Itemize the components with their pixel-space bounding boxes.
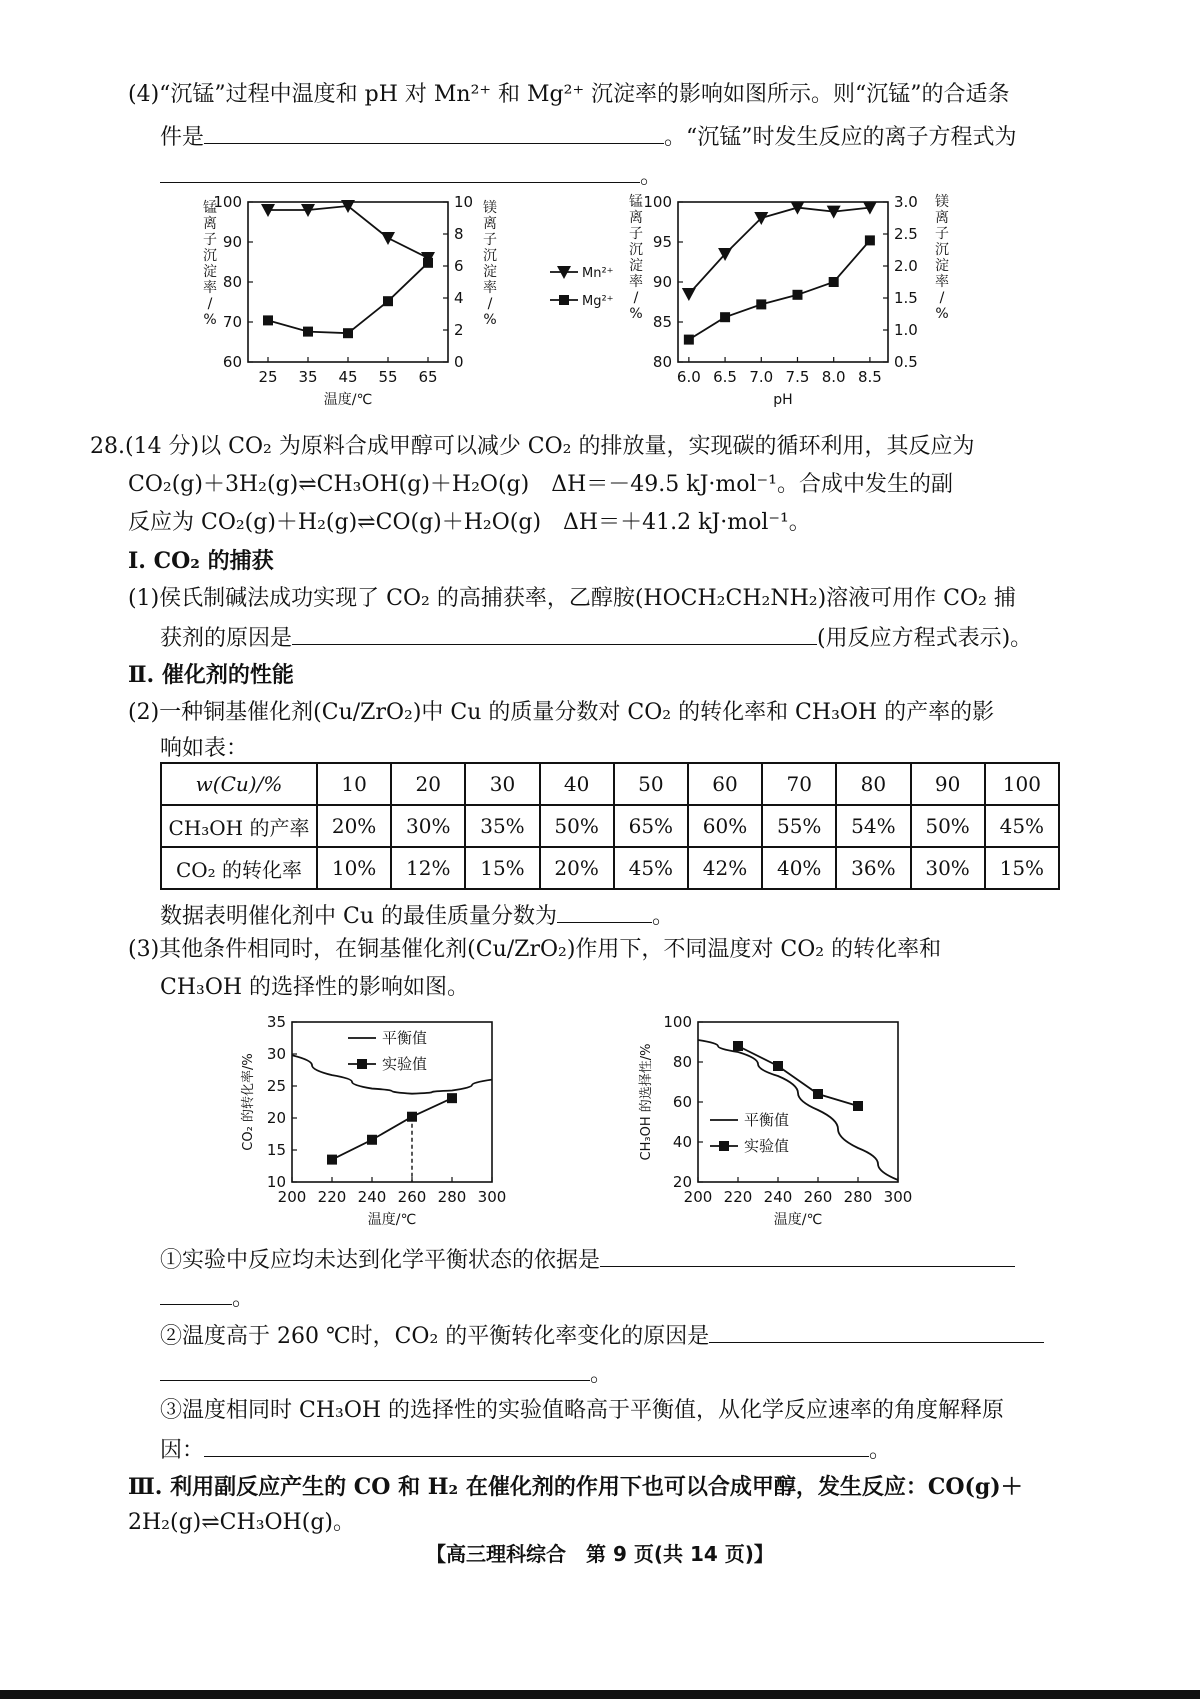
data-point-square	[423, 258, 433, 268]
legend-label: 平衡值	[382, 1029, 428, 1047]
q28-line1: 28.(14 分)以 CO₂ 为原料合成甲醇可以减少 CO₂ 的排放量，实现碳的循环利用，其反应为	[90, 434, 975, 459]
y-tick-label: 70	[222, 313, 242, 331]
x-tick-label: 300	[883, 1188, 913, 1206]
y-tick-label: 60	[672, 1093, 692, 1111]
axis-label-char: %	[935, 306, 949, 322]
y-tick-label: 20	[672, 1173, 692, 1191]
data-point-square	[367, 1135, 377, 1145]
section-3-line1: Ⅲ. 利用副反应产生的 CO 和 H₂ 在催化剂的作用下也可以合成甲醇，发生反应：CO(g)＋	[128, 1474, 1023, 1500]
y2-tick-label: 10	[454, 193, 474, 211]
plot-frame	[678, 202, 888, 362]
x-tick-label: 8.0	[821, 368, 846, 386]
answer-blank-sub2b[interactable]	[160, 1358, 590, 1381]
axis-label-char: 子	[203, 232, 217, 248]
data-point-square	[327, 1155, 337, 1165]
q2-line2: 响如表：	[160, 736, 249, 761]
x-tick-label: 25	[258, 368, 278, 386]
table-cell: 50%	[540, 805, 614, 847]
y-tick-label: 90	[222, 233, 242, 251]
axis-label-char: 离	[629, 210, 643, 226]
y-tick-label: 20	[266, 1109, 286, 1127]
table-cell: 35%	[465, 805, 539, 847]
sub3-suffix: 。	[869, 1438, 892, 1463]
sub1-line2	[160, 1282, 254, 1314]
series-line-Mg²⁺	[268, 263, 428, 333]
axis-label-char: /	[939, 290, 945, 306]
table-row	[161, 805, 1059, 847]
y-axis-label	[203, 200, 217, 328]
y2-tick-label: 2.5	[894, 225, 918, 243]
q1-line2-prefix: 获剂的原因是	[160, 626, 293, 651]
q2-conclusion-suffix: 。	[652, 904, 675, 929]
axis-label-char: 淀	[203, 264, 217, 280]
y-axis-label: CO₂ 的转化率/%	[241, 1053, 256, 1151]
x-tick-label: 300	[477, 1188, 507, 1206]
x-tick-label: 220	[723, 1188, 753, 1206]
table-cell: 15%	[465, 847, 539, 889]
q4-line3	[160, 160, 662, 192]
sub2-line1	[160, 1320, 1044, 1352]
data-point-square	[383, 296, 393, 306]
chart-legend-mn-mg	[548, 258, 623, 318]
axis-label-char: /	[487, 296, 493, 312]
y-tick-label: 100	[213, 193, 242, 211]
y-tick-label: 35	[266, 1013, 286, 1031]
q28-line3: 反应为 CO₂(g)＋H₂(g)⇌CO(g)＋H₂O(g) ΔH＝＋41.2 kJ·mol⁻¹。	[128, 510, 811, 535]
data-point-triangle	[682, 288, 696, 301]
axis-label-char: 镁	[483, 200, 497, 216]
x-tick-label: 35	[298, 368, 318, 386]
y2-tick-label: 1.0	[894, 321, 918, 339]
axis-label-char: 沉	[935, 242, 949, 258]
table-cell: 30%	[911, 847, 985, 889]
plot-frame	[698, 1022, 898, 1182]
data-point-square	[447, 1093, 457, 1103]
data-point-square	[865, 235, 875, 245]
y-tick-label: 100	[663, 1013, 692, 1031]
table-cell: 70	[762, 763, 836, 805]
q1-line2-suffix: (用反应方程式表示)。	[817, 626, 1033, 651]
table-cell: 20%	[317, 805, 391, 847]
q4-line2-suffix: 。“沉锰”时发生反应的离子方程式为	[664, 125, 1017, 150]
y2-tick-label: 6	[454, 257, 464, 275]
data-point-square	[719, 1141, 729, 1151]
x-tick-label: 45	[338, 368, 358, 386]
y-axis-label	[629, 194, 643, 322]
table-cell: 45%	[614, 847, 688, 889]
legend-label: 实验值	[382, 1055, 428, 1073]
table-cell: 100	[985, 763, 1059, 805]
table-cell: 40%	[762, 847, 836, 889]
legend-label: Mg²⁺	[582, 294, 614, 309]
y-tick-label: 40	[672, 1133, 692, 1151]
answer-blank-best-fraction[interactable]	[557, 900, 652, 923]
x-axis-label: 温度/℃	[323, 392, 373, 408]
table-cell: 54%	[836, 805, 910, 847]
x-tick-label: 220	[317, 1188, 347, 1206]
y2-tick-label: 2	[454, 321, 464, 339]
legend-label: 平衡值	[744, 1111, 790, 1129]
y2-tick-label: 0	[454, 353, 464, 371]
axis-label-char: 沉	[203, 248, 217, 264]
x-tick-label: 55	[378, 368, 398, 386]
axis-label-char: 淀	[935, 258, 949, 274]
series-line-Mn²⁺	[268, 206, 428, 258]
x-tick-label: 240	[763, 1188, 793, 1206]
x-tick-label: 65	[418, 368, 438, 386]
section-1-heading: Ⅰ. CO₂ 的捕获	[128, 548, 274, 574]
axis-label-char: 子	[629, 226, 643, 242]
y-tick-label: 100	[643, 193, 672, 211]
data-point-square	[756, 299, 766, 309]
answer-blank-sub1b[interactable]	[160, 1282, 232, 1305]
y-tick-label: 80	[652, 353, 672, 371]
y-tick-label: 90	[652, 273, 672, 291]
table-header-row	[161, 763, 1059, 805]
x-tick-label: 280	[437, 1188, 467, 1206]
table-cell: 90	[911, 763, 985, 805]
legend-label: 实验值	[744, 1137, 790, 1155]
table-cell: 30%	[391, 805, 465, 847]
q2-conclusion	[160, 900, 674, 932]
table-cell: 30	[465, 763, 539, 805]
x-tick-label: 8.5	[857, 368, 882, 386]
table-cell: 15%	[985, 847, 1059, 889]
y-tick-label: 95	[652, 233, 672, 251]
data-point-triangle	[827, 206, 841, 219]
x-tick-label: 260	[803, 1188, 833, 1206]
axis-label-char: %	[629, 306, 643, 322]
axis-label-char: 率	[203, 280, 217, 296]
x-tick-label: 6.5	[713, 368, 737, 386]
table-cell: 65%	[614, 805, 688, 847]
answer-blank-condition[interactable]	[204, 121, 664, 144]
table-cell: 10%	[317, 847, 391, 889]
y2-tick-label: 4	[454, 289, 464, 307]
table-cell: 20%	[540, 847, 614, 889]
answer-blank-equation[interactable]	[292, 622, 817, 645]
sub1-suffix: 。	[232, 1286, 255, 1311]
section-3-line2: 2H₂(g)⇌CH₃OH(g)。	[128, 1510, 355, 1535]
axis-label-char: 离	[483, 216, 497, 232]
legend-label: Mn²⁺	[582, 266, 614, 281]
q1-line1: (1)侯氏制碱法成功实现了 CO₂ 的高捕获率，乙醇胺(HOCH₂CH₂NH₂)溶液可用作 CO₂ 捕	[128, 586, 1016, 611]
sub3-prefix: 因：	[160, 1438, 205, 1463]
y2-tick-label: 0.5	[894, 353, 918, 371]
data-point-square	[720, 312, 730, 322]
y-tick-label: 25	[266, 1077, 286, 1095]
x-axis-label: pH	[773, 392, 793, 408]
sub1-prefix: ①实验中反应均未达到化学平衡状态的依据是	[160, 1248, 601, 1273]
x-tick-label: 240	[357, 1188, 387, 1206]
y2-tick-label: 3.0	[894, 193, 918, 211]
axis-label-char: 子	[483, 232, 497, 248]
answer-blank-ion-equation[interactable]	[160, 160, 640, 183]
y-tick-label: 60	[222, 353, 242, 371]
table-cell: 55%	[762, 805, 836, 847]
axis-label-char: 淀	[629, 258, 643, 274]
chart-temperature-precipitation	[200, 190, 520, 415]
data-point-square	[263, 315, 273, 325]
axis-label-char: 离	[935, 210, 949, 226]
x-tick-label: 280	[843, 1188, 873, 1206]
table-cell: 42%	[688, 847, 762, 889]
chart-ph-precipitation	[620, 190, 950, 420]
bottom-rule	[0, 1690, 1200, 1699]
table-row	[161, 847, 1059, 889]
axis-label-char: 率	[483, 280, 497, 296]
answer-blank-sub1a[interactable]	[600, 1244, 1015, 1267]
series-line-平衡值	[698, 1040, 898, 1180]
q3-line1: (3)其他条件相同时，在铜基催化剂(Cu/ZrO₂)作用下，不同温度对 CO₂ 的转化率和	[128, 937, 942, 962]
data-point-square	[853, 1101, 863, 1111]
q4-line3-suffix: 。	[640, 164, 663, 189]
y2-axis-label	[483, 200, 497, 328]
table-cell: 80	[836, 763, 910, 805]
section-2-heading: Ⅱ. 催化剂的性能	[128, 662, 294, 688]
axis-label-char: %	[203, 312, 217, 328]
x-tick-label: 200	[277, 1188, 307, 1206]
table-cell: 60	[688, 763, 762, 805]
sub1-line1	[160, 1244, 1015, 1276]
axis-label-char: 锰	[203, 200, 217, 216]
data-point-square	[792, 290, 802, 300]
table-cell: 12%	[391, 847, 465, 889]
axis-label-char: 率	[935, 274, 949, 290]
answer-blank-sub3[interactable]	[204, 1434, 869, 1457]
q3-line2: CH₃OH 的选择性的影响如图。	[160, 975, 470, 1000]
sub3-line2	[160, 1434, 891, 1466]
series-line-Mn²⁺	[689, 208, 870, 294]
y2-tick-label: 8	[454, 225, 464, 243]
table-cell: 60%	[688, 805, 762, 847]
x-axis-label: 温度/℃	[773, 1212, 823, 1228]
table-header-label: w(Cu)/%	[161, 763, 317, 805]
q1-line2	[160, 622, 1032, 654]
axis-label-char: 锰	[629, 194, 643, 210]
y-tick-label: 85	[652, 313, 672, 331]
data-point-square	[829, 277, 839, 287]
q4-line2-prefix: 件是	[160, 125, 205, 150]
table-cell: 50%	[911, 805, 985, 847]
data-point-square	[733, 1041, 743, 1051]
axis-label-char: 沉	[483, 248, 497, 264]
data-point-square	[684, 335, 694, 345]
x-axis-label: 温度/℃	[367, 1212, 417, 1228]
page-footer: 【高三理科综合 第 9 页(共 14 页)】	[426, 1542, 774, 1566]
q2-line1: (2)一种铜基催化剂(Cu/ZrO₂)中 Cu 的质量分数对 CO₂ 的转化率和 CH₃OH 的产率的影	[128, 700, 995, 725]
data-point-square	[303, 327, 313, 337]
data-point-square	[813, 1089, 823, 1099]
y2-tick-label: 2.0	[894, 257, 918, 275]
axis-label-char: /	[633, 290, 639, 306]
y-tick-label: 30	[266, 1045, 286, 1063]
sub3-line1: ③温度相同时 CH₃OH 的选择性的实验值略高于平衡值，从化学反应速率的角度解释原	[160, 1398, 1005, 1423]
sub2-prefix: ②温度高于 260 ℃时，CO₂ 的平衡转化率变化的原因是	[160, 1324, 710, 1349]
axis-label-char: %	[483, 312, 497, 328]
y2-axis-label	[935, 194, 949, 322]
data-point-square	[343, 328, 353, 338]
table-cell: 36%	[836, 847, 910, 889]
table-cell: 10	[317, 763, 391, 805]
sub2-line2	[160, 1358, 612, 1390]
series-line-Mg²⁺	[689, 240, 870, 339]
cu-fraction-table	[160, 762, 1060, 890]
y-tick-label: 15	[266, 1141, 286, 1159]
q4-line2	[160, 121, 1017, 153]
table-cell: 20	[391, 763, 465, 805]
axis-label-char: 离	[203, 216, 217, 232]
series-line-实验值	[738, 1046, 858, 1106]
x-tick-label: 7.5	[785, 368, 810, 386]
y-axis-label: CH₃OH 的选择性/%	[639, 1043, 654, 1161]
q28-line2: CO₂(g)＋3H₂(g)⇌CH₃OH(g)＋H₂O(g) ΔH＝－49.5 kJ·mol⁻¹。合成中发生的副	[128, 472, 953, 497]
x-tick-label: 6.0	[676, 368, 701, 386]
sub2-suffix: 。	[590, 1362, 613, 1387]
series-line-实验值	[332, 1098, 452, 1159]
chart-ch3oh-selectivity	[630, 1010, 920, 1240]
q4-line1: (4)“沉锰”过程中温度和 pH 对 Mn²⁺ 和 Mg²⁺ 沉淀率的影响如图所示。则“沉锰”的合适条	[128, 82, 1010, 107]
data-point-triangle	[381, 232, 395, 245]
x-tick-label: 260	[397, 1188, 427, 1206]
y-tick-label: 80	[672, 1053, 692, 1071]
axis-label-char: 率	[629, 274, 643, 290]
table-cell: 45%	[985, 805, 1059, 847]
y-tick-label: 10	[266, 1173, 286, 1191]
data-point-square	[773, 1061, 783, 1071]
data-point-square	[559, 295, 569, 305]
table-cell: 50	[614, 763, 688, 805]
q2-conclusion-prefix: 数据表明催化剂中 Cu 的最佳质量分数为	[160, 904, 557, 929]
table-cell: 40	[540, 763, 614, 805]
chart-co2-conversion	[230, 1010, 510, 1240]
axis-label-char: 沉	[629, 242, 643, 258]
answer-blank-sub2a[interactable]	[709, 1320, 1044, 1343]
axis-label-char: /	[207, 296, 213, 312]
x-tick-label: 200	[683, 1188, 713, 1206]
x-tick-label: 7.0	[749, 368, 774, 386]
table-row-label: CH₃OH 的产率	[161, 805, 317, 847]
axis-label-char: 镁	[935, 194, 949, 210]
y2-tick-label: 1.5	[894, 289, 918, 307]
table-row-label: CO₂ 的转化率	[161, 847, 317, 889]
y-tick-label: 80	[222, 273, 242, 291]
axis-label-char: 子	[935, 226, 949, 242]
axis-label-char: 淀	[483, 264, 497, 280]
data-point-square	[357, 1059, 367, 1069]
